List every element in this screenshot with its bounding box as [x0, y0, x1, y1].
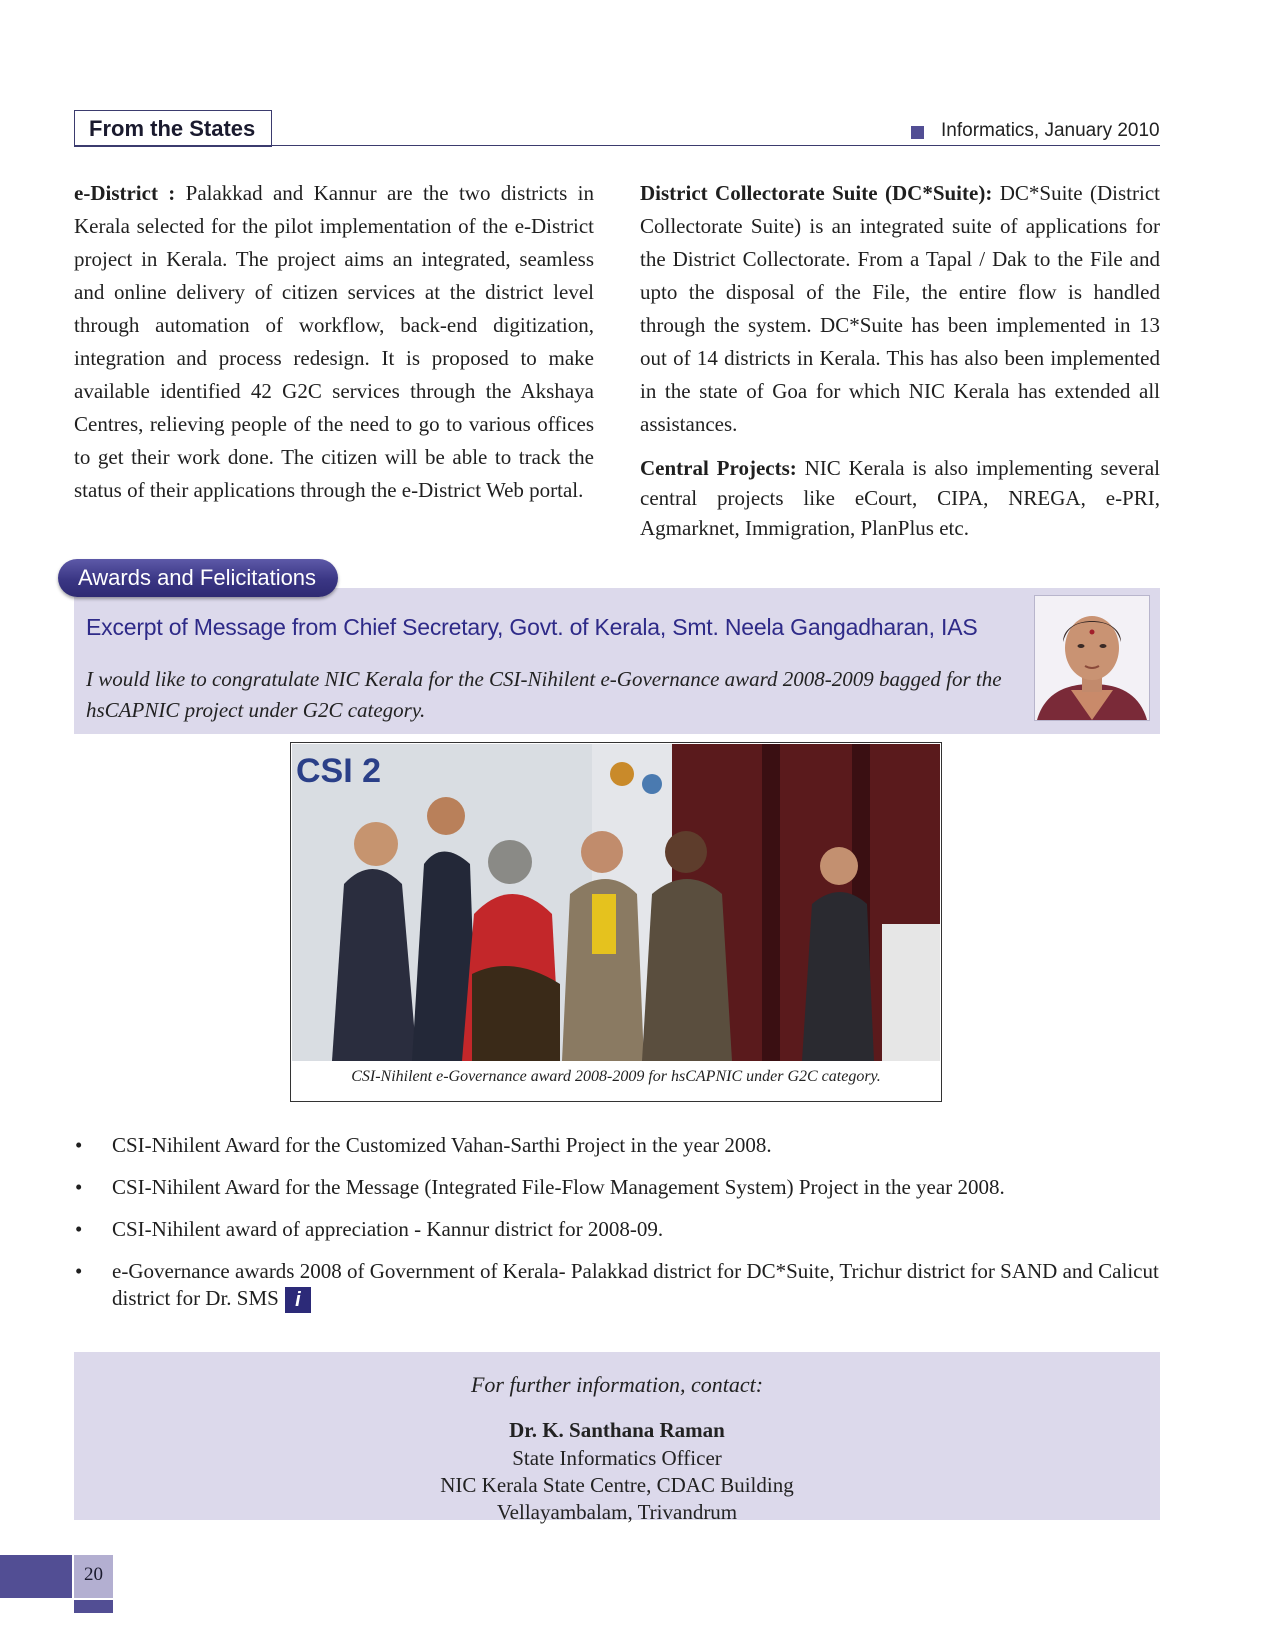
right-column [640, 177, 1160, 543]
page-number: 20 [84, 1564, 103, 1585]
bullet-icon: • [75, 1217, 83, 1241]
quote-box [74, 588, 1160, 734]
portrait-image [1035, 596, 1149, 720]
award-item-text: CSI-Nihilent award of appreciation - Kannur district for 2008-09. [112, 1217, 664, 1241]
bullet-icon: • [75, 1175, 83, 1199]
list-item [74, 1132, 1160, 1159]
list-item [74, 1216, 1160, 1243]
central-projects-lead: Central Projects: [640, 456, 797, 480]
left-column [74, 177, 594, 507]
awards-list [74, 1132, 1160, 1328]
e-district-paragraph [74, 177, 594, 507]
photo-caption: CSI-Nihilent e-Governance award 2008-2009 for hsCAPNIC under G2C category. [351, 1068, 881, 1085]
award-ceremony-photo [292, 744, 940, 1061]
header-square-icon [911, 126, 924, 139]
dc-suite-text: DC*Suite (District Collectorate Suite) is an integrated suite of applications for the District Collectorate. From a Tapal / Dak to the File and upto the disposal of the File, the entire flow is handled through the system. DC*Suite has been implemented in 13 out of 14 districts in Kerala. This has also been implemented in the state of Goa for which NIC Kerala has extended all assistances. [640, 181, 1160, 436]
central-projects-text: NIC Kerala is also implementing several central projects like eCourt, CIPA, NREGA, e-PRI, Agmarknet, Immigration, PlanPlus etc. [640, 456, 1160, 540]
quote-title: Excerpt of Message from Chief Secretary, Govt. of Kerala, Smt. Neela Gangadharan, IAS [86, 614, 978, 640]
section-tag: From the States [74, 110, 272, 147]
awards-section-heading: Awards and Felicitations [58, 559, 338, 597]
contact-heading: For further information, contact: [470, 1372, 764, 1397]
contact-title: State Informatics Officer [512, 1446, 722, 1470]
dc-suite-lead: District Collectorate Suite (DC*Suite): [640, 181, 993, 205]
central-projects-paragraph [640, 453, 1160, 543]
photo-banner-text: CSI 2 [296, 752, 382, 790]
quote-text: I would like to congratulate NIC Kerala for the CSI-Nihilent e-Governance award 2008-2009 bagged for the hsCAPNIC project under G2C category. [86, 667, 1002, 722]
bullet-icon: • [75, 1259, 83, 1283]
award-item-text: CSI-Nihilent Award for the Message (Integrated File-Flow Management System) Project in the year 2008. [112, 1175, 1005, 1199]
e-district-text: Palakkad and Kannur are the two districts in Kerala selected for the pilot implementation of the e-District project in Kerala. The project aims an integrated, seamless and online delivery of citizen services at the district level through automation of workflow, back-end digitization, integration and process redesign. It is proposed to make available identified 42 G2C services through the Akshaya Centres, relieving people of the need to go to various offices to get their work done. The citizen will be able to track the status of their applications through the e-District Web portal. [74, 181, 594, 502]
contact-address-line: NIC Kerala State Centre, CDAC Building [440, 1473, 794, 1497]
page-number-block [74, 1600, 113, 1613]
contact-name: Dr. K. Santhana Raman [509, 1418, 725, 1442]
page-number-block [0, 1555, 72, 1598]
e-district-lead: e-District : [74, 181, 176, 205]
chief-secretary-portrait [1034, 595, 1150, 721]
header-rule [74, 145, 1160, 146]
award-photo-frame [290, 742, 942, 1102]
info-icon: i [285, 1287, 311, 1313]
issue-label: Informatics, January 2010 [941, 120, 1160, 141]
award-item-text: e-Governance awards 2008 of Government of Kerala- Palakkad district for DC*Suite, Trichur district for SAND and Calicut district for Dr. SMS [112, 1259, 1159, 1310]
list-item [74, 1258, 1160, 1313]
award-item-text: CSI-Nihilent Award for the Customized Vahan-Sarthi Project in the year 2008. [112, 1133, 772, 1157]
contact-address-line: Vellayambalam, Trivandrum [496, 1500, 738, 1524]
contact-box [74, 1352, 1160, 1524]
list-item [74, 1174, 1160, 1201]
bullet-icon: • [75, 1133, 83, 1157]
dc-suite-paragraph [640, 177, 1160, 441]
